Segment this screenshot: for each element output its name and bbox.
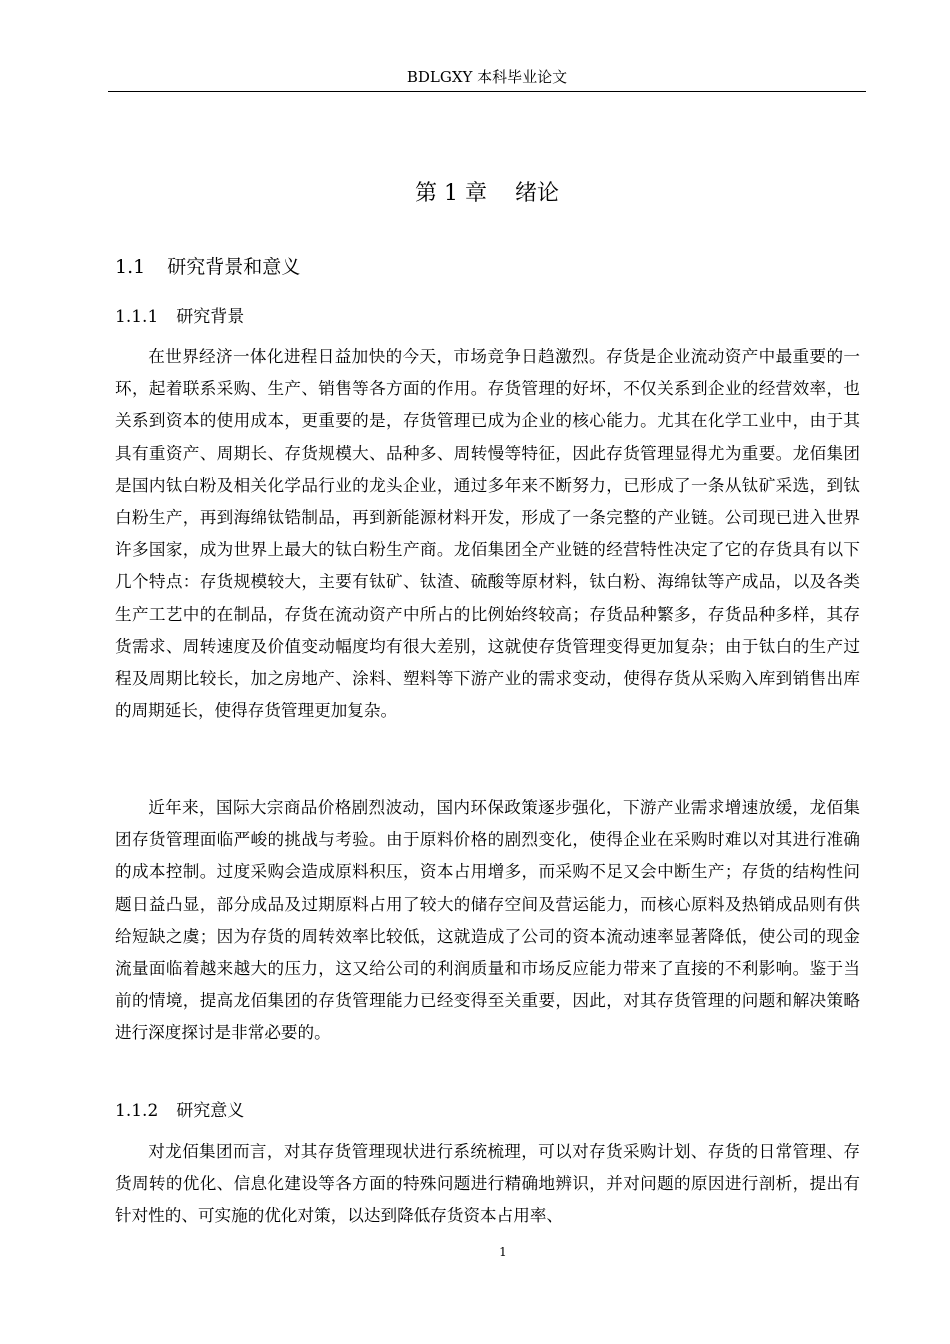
subsection-heading-1-1-1 — [115, 306, 244, 328]
subsection-title: 研究背景 — [176, 307, 245, 327]
section-heading-1-1 — [115, 255, 300, 279]
subsection-heading-1-1-2 — [115, 1100, 244, 1122]
subsection-number: 1.1.2 — [115, 1101, 159, 1121]
subsection-title: 研究意义 — [176, 1101, 245, 1121]
chapter-title: 绪论 — [514, 181, 559, 206]
running-header: BDLGXY 本科毕业论文 — [406, 68, 568, 86]
chapter-number: 第 1 章 — [415, 181, 487, 206]
subsection-number: 1.1.1 — [115, 307, 159, 327]
body-paragraph: 在世界经济一体化进程日益加快的今天，市场竞争日趋激烈。存货是企业流动资产中最重要的一环，起着联系采购、生产、销售等各方面的作用。存货管理的好坏，不仅关系到企业的经营效率，也关系到资本的使用成本，更重要的是，存货管理已成为企业的核心能力。尤其在化学工业中，由于其具有重资产、周期长、存货规模大、品种多、周转慢等特征，因此存货管理显得尤为重要。龙佰集团是国内钛白粉及相关化学品行业的龙头企业，通过多年来不断努力，已形成了一条从钛矿采选，到钛白粉生产，再到海绵钛锆制品，再到新能源材料开发，形成了一条完整的产业链。公司现已进入世界许多国家，成为世界上最大的钛白粉生产商。龙佰集团全产业链的经营特性决定了它的存货具有以下几个特点：存货规模较大，主要有钛矿、钛渣、硫酸等原材料，钛白粉、海绵钛等产成品，以及各类生产工艺中的在制品，存货在流动资产中所占的比例始终较高；存货品种繁多，存货品种多样，其存货需求、周转速度及价值变动幅度均有很大差别，这就使存货管理变得更加复杂；由于钛白的生产过程及周期比较长，加之房地产、涂料、塑料等下游产业的需求变动，使得存货从采购入库到销售出库的周期延长，使得存货管理更加复杂。 — [115, 347, 860, 721]
chapter-heading — [108, 180, 866, 208]
section-number: 1.1 — [115, 256, 146, 278]
body-paragraph: 近年来，国际大宗商品价格剧烈波动，国内环保政策逐步强化，下游产业需求增速放缓，龙佰集团存货管理面临严峻的挑战与考验。由于原料价格的剧烈变化，使得企业在采购时难以对其进行准确的成本控制。过度采购会造成原料积压，资本占用增多，而采购不足又会中断生产；存货的结构性问题日益凸显，部分成品及过期原料占用了较大的储存空间及营运能力，而核心原料及热销成品则有供给短缺之虞；因为存货的周转效率比较低，这就造成了公司的资本流动速率显著降低，使公司的现金流量面临着越来越大的压力，这又给公司的利润质量和市场反应能力带来了直接的不利影响。鉴于当前的情境，提高龙佰集团的存货管理能力已经变得至关重要，因此，对其存货管理的问题和解决策略进行深度探讨是非常必要的。 — [115, 798, 860, 1043]
page-number: 1 — [499, 1245, 507, 1259]
body-paragraph: 对龙佰集团而言，对其存货管理现状进行系统梳理，可以对存货采购计划、存货的日常管理、存货周转的优化、信息化建设等各方面的特殊问题进行精确地辨识，并对问题的原因进行剖析，提出有针对性的、可实施的优化对策，以达到降低存货资本占用率、 — [115, 1142, 860, 1226]
section-title: 研究背景和意义 — [167, 256, 301, 278]
header-rule — [108, 91, 866, 92]
